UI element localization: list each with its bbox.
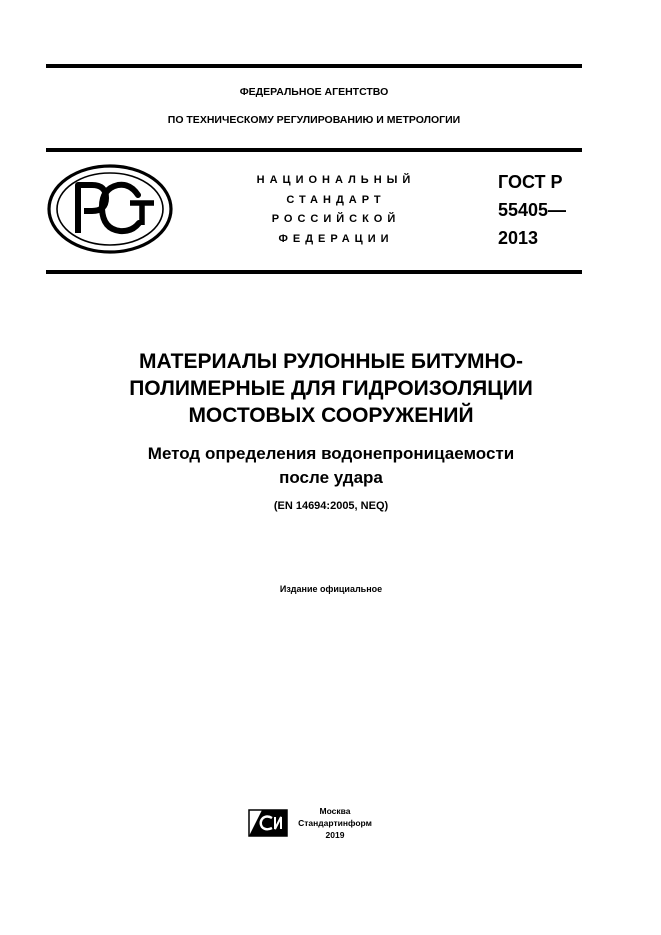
header-bottom-rule: [46, 270, 582, 274]
document-title: [46, 348, 616, 429]
publisher-city: Москва: [319, 806, 351, 816]
agency-name-line1: ФЕДЕРАЛЬНОЕ АГЕНТСТВО: [239, 86, 389, 98]
designation-line-2: 55405—: [498, 200, 567, 220]
standard-designation: [498, 168, 566, 252]
title-line-1: МАТЕРИАЛЫ РУЛОННЫЕ БИТУМНО-: [139, 350, 523, 373]
top-rule: [46, 64, 582, 68]
publisher-info: [296, 805, 374, 841]
subtitle-line-1: Метод определения водонепроницаемости: [147, 444, 515, 463]
title-line-3: МОСТОВЫХ СООРУЖЕНИЙ: [188, 404, 474, 427]
standard-line-2: СТАНДАРТ: [286, 193, 386, 206]
designation-line-3: 2013: [498, 228, 539, 248]
publisher-name: Стандартинформ: [298, 818, 372, 828]
publication-year: 2019: [325, 830, 345, 840]
international-reference: (EN 14694:2005, NEQ): [273, 500, 389, 512]
designation-line-1: ГОСТ Р: [498, 172, 563, 192]
document-subtitle: [46, 442, 616, 490]
subtitle-line-2: после удара: [279, 468, 383, 487]
title-line-2: ПОЛИМЕРНЫЕ ДЛЯ ГИДРОИЗОЛЯЦИИ: [129, 377, 533, 400]
header-rule: [46, 148, 582, 152]
standard-line-1: НАЦИОНАЛЬНЫЙ: [256, 174, 416, 186]
standard-line-4: ФЕДЕРАЦИИ: [278, 232, 394, 245]
standartinform-logo-icon: [248, 809, 288, 837]
rst-certification-mark-icon: [46, 163, 174, 255]
edition-label: Издание официальное: [279, 584, 383, 594]
standard-line-3: РОССИЙСКОЙ: [271, 213, 401, 225]
agency-name-line2: ПО ТЕХНИЧЕСКОМУ РЕГУЛИРОВАНИЮ И МЕТРОЛОГИИ: [167, 114, 461, 126]
national-standard-label: [232, 171, 440, 249]
